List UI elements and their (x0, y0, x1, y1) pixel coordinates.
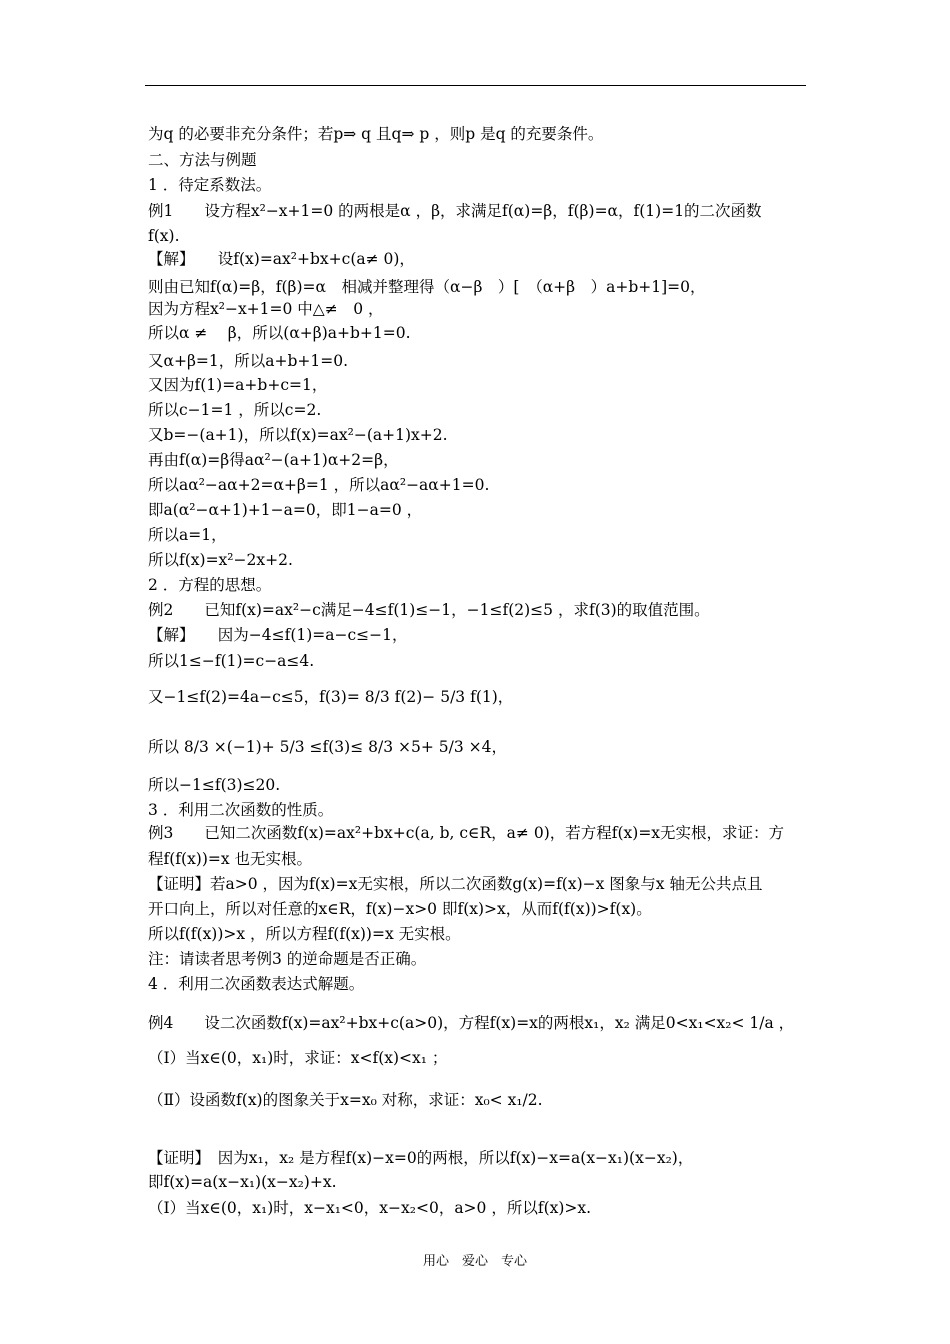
solution-text: 则由已知f(α)=β，f(β)=α 相减并整理得（α−β ）[ （α+β ）a+b+1]=0， (148, 278, 706, 296)
solution-text: 所以1≤−f(1)=c−a≤4. (148, 652, 315, 670)
solution-text: 又α+β=1，所以a+b+1=0. (148, 352, 349, 370)
solution-text: 又−1≤f(2)=4a−c≤5，f(3)= 8/3 f(2)− 5/3 f(1)， (148, 688, 514, 706)
solution-text: 所以aα²−aα+2=α+β=1 ，所以aα²−aα+1=0. (148, 476, 490, 494)
solution-text: 又b=−(a+1)，所以f(x)=ax²−(a+1)x+2. (148, 426, 448, 444)
solution-text: 【解】 因为−4≤f(1)=a−c≤−1， (148, 626, 408, 644)
page-footer: 用心 爱心 专心 (422, 1254, 527, 1269)
example-text: 例2 已知f(x)=ax²−c满足−4≤f(1)≤−1，−1≤f(2)≤5 ，求f(3)的取值范围。 (148, 601, 710, 619)
proof-text: 【证明】若a>0 ，因为f(x)=x无实根，所以二次函数g(x)=f(x)−x 图象与x 轴无公共点且 (148, 875, 763, 893)
note-text: 注：请读者思考例3 的逆命题是否正确。 (148, 950, 427, 968)
solution-text: 所以c−1=1 ，所以c=2. (148, 401, 322, 419)
example-text: （Ⅰ）当x∈(0，x₁)时，求证：x<f(x)<x₁ ； (148, 1049, 448, 1067)
example-text: 程f(f(x))=x 也无实根。 (148, 850, 313, 868)
example-text: f(x). (148, 227, 180, 245)
solution-text: 所以−1≤f(3)≤20. (148, 776, 281, 794)
subsection-heading: 4 ．利用二次函数表达式解题。 (148, 975, 365, 993)
section-heading: 二、方法与例题 (148, 151, 257, 169)
solution-text: 【解】 设f(x)=ax²+bx+c(a≠ 0)， (148, 250, 415, 268)
solution-text: 再由f(α)=β得aα²−(a+1)α+2=β， (148, 451, 399, 469)
subsection-heading: 2 ．方程的思想。 (148, 576, 272, 594)
solution-text: 所以 8/3 ×(−1)+ 5/3 ≤f(3)≤ 8/3 ×5+ 5/3 ×4， (148, 738, 507, 756)
example-text: 例4 设二次函数f(x)=ax²+bx+c(a>0)，方程f(x)=x的两根x₁，x₂ 满足0<x₁<x₂< 1/a ， (148, 1014, 795, 1032)
solution-text: 又因为f(1)=a+b+c=1， (148, 376, 328, 394)
example-text: （Ⅱ）设函数f(x)的图象关于x=x₀ 对称，求证：x₀< x₁/2. (148, 1091, 543, 1109)
example-text: 例3 已知二次函数f(x)=ax²+bx+c(a, b, c∈R，a≠ 0)，若方程f(x)=x无实根，求证：方 (148, 824, 785, 842)
solution-text: 所以a=1， (148, 526, 227, 544)
solution-text: 所以f(x)=x²−2x+2. (148, 551, 293, 569)
proof-text: 即f(x)=a(x−x₁)(x−x₂)+x. (148, 1173, 337, 1191)
solution-text: 即a(α²−α+1)+1−a=0，即1−a=0 ， (148, 501, 423, 519)
proof-text: （Ⅰ）当x∈(0，x₁)时，x−x₁<0，x−x₂<0，a>0 ，所以f(x)>x. (148, 1199, 592, 1217)
text-line: 为q 的必要非充分条件；若p⇒ q 且q⇒ p ，则p 是q 的充要条件。 (148, 125, 604, 143)
proof-text: 【证明】 因为x₁，x₂ 是方程f(x)−x=0的两根，所以f(x)−x=a(x−x₁)(x−x₂)， (148, 1149, 694, 1167)
header-rule (145, 85, 806, 86)
solution-text: 因为方程x²−x+1=0 中△≠ 0 ， (148, 300, 384, 318)
solution-text: 所以α ≠ β，所以(α+β)a+b+1=0. (148, 324, 411, 342)
subsection-heading: 3 ．利用二次函数的性质。 (148, 801, 334, 819)
proof-text: 所以f(f(x))>x ，所以方程f(f(x))=x 无实根。 (148, 925, 461, 943)
proof-text: 开口向上，所以对任意的x∈R，f(x)−x>0 即f(x)>x，从而f(f(x))>f(x)。 (148, 900, 652, 918)
subsection-heading: 1 ．待定系数法。 (148, 176, 272, 194)
example-text: 例1 设方程x²−x+1=0 的两根是α ，β，求满足f(α)=β，f(β)=α，f(1)=1的二次函数 (148, 202, 762, 220)
